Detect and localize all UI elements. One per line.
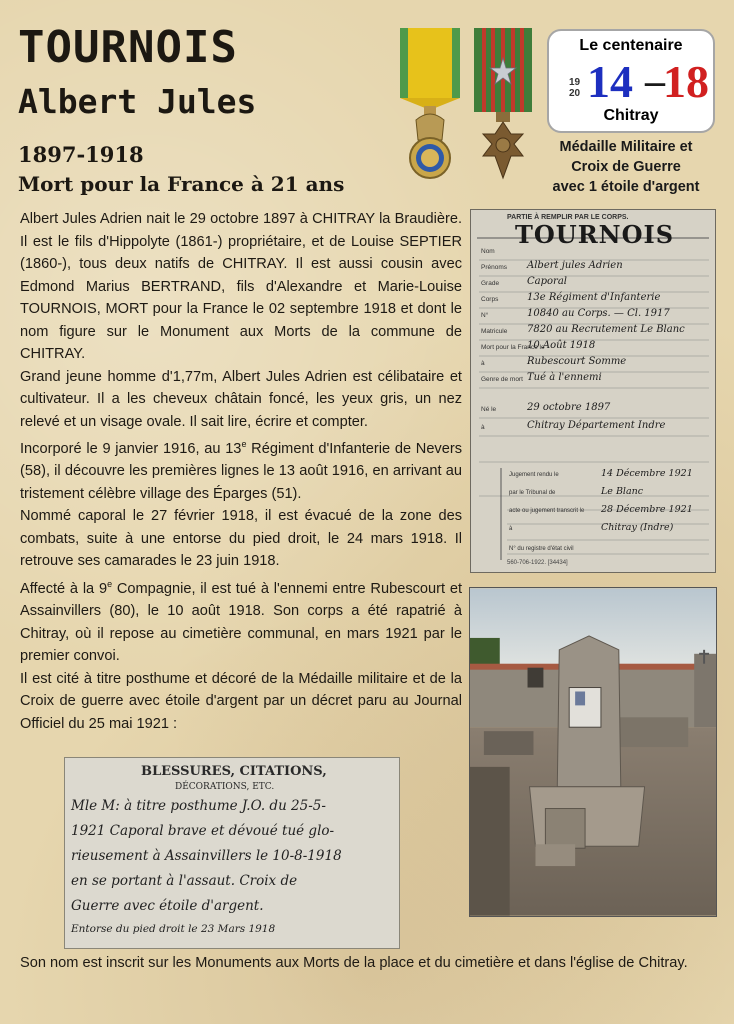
record-card-field-label: Grade [481, 280, 500, 287]
record-card-field-label: Né le [481, 406, 497, 413]
record-card-field-label: N° [481, 312, 489, 319]
logo-dash: – [645, 58, 665, 103]
biography-text [20, 208, 462, 735]
citation-line: Entorse du pied droit le 23 Mars 1918 [71, 923, 276, 935]
record-card-field-value: 10 Août 1918 [527, 340, 596, 351]
bio-paragraph-description: Grand jeune homme d'1,77m, Albert Jules Adrien est célibataire et cultivateur. Il a les cheveux châtain foncé, les yeux gris, un nez relevé et un visage ovale. Il sait lire, écrire et compter. [20, 368, 462, 430]
record-card-field-label: Corps [481, 296, 499, 303]
death-statement: Mort pour la France à 21 ans [18, 172, 345, 196]
record-card-judgment-value: 28 Décembre 1921 [601, 504, 693, 515]
record-card-field-label: Prénoms [481, 264, 508, 271]
citation-header: BLESSURES, CITATIONS, [141, 764, 327, 779]
citation-line: Mle M: à titre posthume J.O. du 25-5- [71, 798, 326, 814]
medaille-militaire-icon [400, 28, 460, 178]
record-card-field-label: Matricule [481, 328, 508, 335]
record-card-field-label: Mort pour la France le [481, 344, 545, 351]
bio-paragraph-incorporation: Incorporé le 9 janvier 1916, au 13e Régiment d'Infanterie de Nevers (58), il découvre les premières lignes le 13 août 1916, en arrivant au tristement célèbre village des Éparges (51). [20, 439, 463, 502]
surname-title: TOURNOIS [18, 22, 238, 73]
record-card-judgment-label: Jugement rendu le [509, 472, 559, 478]
citation-line: Guerre avec étoile d'argent. [71, 898, 264, 914]
record-card-field-value: 13e Régiment d'Infanterie [527, 292, 661, 303]
death-record-card [470, 209, 716, 573]
bio-paragraph-death: Affecté à la 9e Compagnie, il est tué à l'ennemi entre Rubescourt et Assainvillers (80), le 10 août 1918. Son corps a été rapatrié à Chitray, où il repose au cimetière communal, en mars 1921 par le premier convoi. [20, 578, 462, 665]
logo-year-prefix: 19 20 [569, 77, 581, 99]
record-card-judgment-value: 14 Décembre 1921 [601, 468, 693, 479]
given-names-title: Albert Jules [18, 82, 257, 121]
record-card-field-value: Caporal [527, 276, 567, 287]
memorial-note: Son nom est inscrit sur les Monuments aux Morts de la place et du cimetière et dans l'église de Chitray. [20, 955, 688, 971]
citation-line: rieusement à Assainvillers le 10-8-1918 [71, 848, 342, 864]
citation-extract [64, 757, 400, 949]
record-card-field-value: 10840 au Corps. — Cl. 1917 [527, 308, 670, 319]
logo-14: 14 [587, 56, 633, 107]
record-card-field-label: à [481, 424, 485, 431]
record-card-field-label: Genre de mort [481, 376, 523, 383]
record-card-field-value: Albert jules Adrien [527, 260, 623, 271]
medals-caption: Médaille Militaire et Croix de Guerre avec 1 étoile d'argent [552, 139, 700, 195]
record-card-header: PARTIE À REMPLIR PAR LE CORPS. [507, 214, 629, 221]
bio-paragraph-decoration: Il est cité à titre posthume et décoré de la Médaille militaire et de la Croix de guerre avec étoile d'argent par un décret paru au Journal Officiel du 25 mai 1921 : [20, 670, 462, 732]
record-card-judgment-label: acte ou jugement transcrit le [509, 508, 585, 514]
centenaire-logo [547, 29, 715, 133]
record-card-judgment-value: Chitray (Indre) [601, 522, 674, 533]
citation-line: 1921 Caporal brave et dévoué tué glo- [71, 823, 335, 839]
record-card-field-value: Tué à l'ennemi [527, 372, 602, 383]
bio-paragraph-caporal: Nommé caporal le 27 février 1918, il est évacué de la zone des combats, suite à une entorse du pied droit, le 24 mars 1918. Il retrouve ses camarades le 23 juin 1918. [20, 508, 462, 570]
medals-image [398, 28, 538, 184]
record-card-field-value: 7820 au Recrutement Le Blanc [527, 324, 685, 335]
logo-title: Le centenaire [579, 37, 683, 54]
record-card-judgment-label: N° du registre d'état civil [509, 546, 574, 552]
croix-de-guerre-icon [474, 28, 532, 178]
bio-paragraph-birth: Albert Jules Adrien nait le 29 octobre 1897 à CHITRAY la Braudière. Il est le fils d'Hippolyte (1861-) propriétaire, et de Louise SEPTIER (1860-), tous deux natifs de CHITRAY. Il est aussi cousin avec Edmond Marius BERTRAND, fils d'Alexandre et Marie-Louise TOURNOIS, MORT pour la France le 02 septembre 1918 et dont le nom figure sur le Monument aux Morts de la commune de CHITRAY. [20, 211, 462, 362]
logo-place: Chitray [603, 107, 659, 124]
record-card-judgment-label: par le Tribunal de [509, 490, 556, 496]
cemetery-grave-photo [469, 587, 717, 917]
record-card-name: TOURNOIS [515, 220, 675, 249]
record-card-field-label: Nom [481, 248, 495, 255]
citation-subheader: DÉCORATIONS, ETC. [175, 782, 275, 792]
record-card-field-value: Rubescourt Somme [527, 356, 627, 367]
record-card-field-value: Chitray Département Indre [527, 420, 666, 431]
life-dates: 1897-1918 [18, 142, 144, 167]
record-card-judgment-value: Le Blanc [601, 486, 644, 497]
record-card-field-value: 29 octobre 1897 [527, 402, 611, 413]
record-card-judgment-label: à [509, 526, 513, 532]
record-card-code: 560-706-1922. [34434] [507, 560, 568, 566]
record-card-field-label: à [481, 360, 485, 367]
logo-18: 18 [663, 56, 709, 107]
citation-line: en se portant à l'assaut. Croix de [71, 873, 298, 889]
